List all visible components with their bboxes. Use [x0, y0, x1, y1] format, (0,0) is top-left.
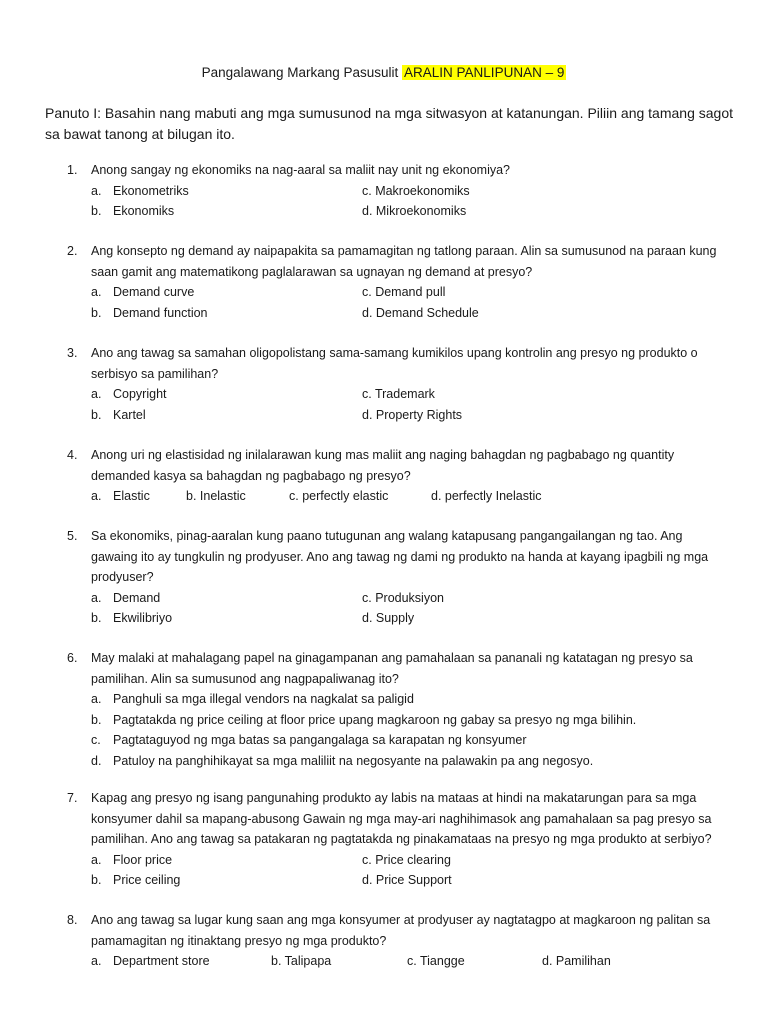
instructions: Panuto I: Basahin nang mabuti ang mga sumusunod na mga sitwasyon at katanungan. Piliin ang tamang sagot sa bawat tanong at bilugan ito.	[45, 105, 734, 142]
question-text: Anong sangay ng ekonomiks na nag-aaral sa maliit nay unit ng ekonomiya?	[91, 163, 511, 177]
option-a[interactable]: Floor price	[113, 852, 173, 867]
exam-title-text: Pangalawang Markang Pasusulit	[201, 65, 399, 80]
option-letter: a.	[91, 489, 102, 503]
option-d[interactable]: Patuloy na panghihikayat sa mga maliliit na negosyante na palawakin pa ang negosyo.	[113, 753, 594, 768]
option-letter: a.	[91, 954, 102, 968]
option-d[interactable]: d. Price Support	[362, 873, 452, 887]
options	[91, 181, 727, 222]
question-4	[67, 445, 727, 507]
option-b[interactable]: Ekonomiks	[113, 204, 175, 218]
option-c[interactable]: c. Produksiyon	[362, 590, 444, 605]
question-number: 4.	[67, 448, 78, 462]
options	[91, 384, 727, 425]
question-5	[67, 526, 727, 629]
option-a[interactable]: Elastic	[113, 489, 150, 503]
question-number: 2.	[67, 244, 78, 258]
option-letter: a.	[91, 285, 102, 299]
option-a[interactable]: Department store	[113, 954, 210, 968]
question-text: Ano ang tawag sa lugar kung saan ang mga konsyumer at prodyuser ay nagtatagpo at magkaroon ng palitan sa pamamagitan ng itinaktang presyo ng mga produkto?	[91, 913, 711, 948]
question-number: 5.	[67, 529, 78, 543]
question-text: Ang konsepto ng demand ay naipapakita sa pamamagitan ng tatlong paraan. Alin sa sumusunod na paraan kung saan gamit ang matematikong paglalarawan sa ugnayan ng demand at presyo?	[91, 244, 717, 279]
option-d[interactable]: d. perfectly Inelastic	[431, 489, 542, 503]
option-d[interactable]: d. Mikroekonomiks	[362, 204, 467, 218]
option-b[interactable]: Price ceiling	[113, 873, 181, 887]
subject-highlight: ARALIN PANLIPUNAN – 9	[404, 65, 565, 80]
option-c[interactable]: c. Tiangge	[407, 954, 465, 968]
option-b[interactable]: b. Inelastic	[186, 489, 246, 503]
question-6	[67, 648, 727, 771]
option-letter: b.	[91, 611, 102, 625]
option-d[interactable]: d. Pamilihan	[542, 954, 611, 968]
option-c[interactable]: c. perfectly elastic	[289, 489, 389, 503]
option-a[interactable]: Panghuli sa mga illegal vendors na nagkalat sa paligid	[113, 692, 414, 706]
option-letter: d.	[91, 753, 102, 768]
question-number: 1.	[67, 163, 78, 177]
option-letter: a.	[91, 183, 102, 198]
option-c[interactable]: c. Trademark	[362, 387, 435, 401]
question-number: 3.	[67, 346, 78, 360]
option-letter: b.	[91, 204, 102, 218]
option-letter: a.	[91, 590, 102, 605]
option-a[interactable]: Copyright	[113, 387, 167, 401]
question-text: Sa ekonomiks, pinag-aaralan kung paano tutugunan ang walang katapusang pangangailangan ng tao. Ang gawaing ito ay tungkulin ng prodyuser. Ano ang tawag ng dami ng produkto na handa at kayang ipagbili ng mga prodyuser?	[91, 529, 709, 584]
option-c[interactable]: c. Price clearing	[362, 852, 451, 867]
question-text: Anong uri ng elastisidad ng inilalarawan kung mas maliit ang naging bahagdan ng pagbabago ng quantity demanded kasya sa bahagdan ng pagbabago ng presyo?	[91, 448, 675, 483]
question-number: 6.	[67, 651, 78, 665]
options	[91, 282, 727, 323]
options	[91, 689, 727, 771]
question-number: 7.	[67, 791, 78, 805]
question-8	[67, 910, 727, 972]
option-b[interactable]: Kartel	[113, 407, 146, 422]
option-c[interactable]: c. Demand pull	[362, 285, 446, 299]
option-letter: a.	[91, 852, 102, 867]
question-number: 8.	[67, 913, 78, 927]
option-b[interactable]: Demand function	[113, 305, 208, 320]
option-a[interactable]: Demand curve	[113, 285, 195, 299]
question-text: May malaki at mahalagang papel na ginagampanan ang pamahalaan sa pananali ng katatagan ng presyo sa pamilihan. Alin sa sumusunod ang nagpapaliwanag ito?	[91, 651, 693, 686]
option-c[interactable]: c. Makroekonomiks	[362, 183, 470, 198]
option-d[interactable]: d. Demand Schedule	[362, 305, 479, 320]
question-3	[67, 343, 727, 425]
options	[91, 486, 727, 507]
option-letter: a.	[91, 692, 102, 706]
question-text: Kapag ang presyo ng isang pangunahing produkto ay labis na mataas at hindi na makatarungan para sa mga konsyumer dahil sa mapang-abusong Gawain ng mga may-ari naghihimasok ang pamahalaan sa pag presyo sa pamilihan. Ano ang tawag sa patakaran ng pagtatakda ng pinakamataas na presyo ng mga produkto at serbiyo?	[91, 791, 712, 846]
option-letter: b.	[91, 305, 102, 320]
question-1	[67, 160, 727, 222]
question-2	[67, 241, 727, 323]
option-letter: a.	[91, 387, 102, 401]
options	[91, 588, 727, 629]
option-b[interactable]: Pagtatakda ng price ceiling at floor price upang magkaroon ng gabay sa presyo ng mga bilihin.	[113, 712, 637, 727]
options	[91, 951, 727, 972]
option-d[interactable]: d. Supply	[362, 611, 415, 625]
option-letter: b.	[91, 407, 102, 422]
option-a[interactable]: Ekonometriks	[113, 183, 189, 198]
exam-title	[0, 65, 768, 80]
option-b[interactable]: Ekwilibriyo	[113, 611, 173, 625]
question-7	[67, 788, 727, 891]
option-letter: b.	[91, 712, 102, 727]
option-letter: b.	[91, 873, 102, 887]
option-b[interactable]: b. Talipapa	[271, 954, 332, 968]
options	[91, 850, 727, 891]
option-d[interactable]: d. Property Rights	[362, 407, 463, 422]
option-c[interactable]: Pagtataguyod ng mga batas sa pangangalaga sa karapatan ng konsyumer	[113, 733, 527, 747]
option-a[interactable]: Demand	[113, 590, 161, 605]
question-text: Ano ang tawag sa samahan oligopolistang sama-samang kumikilos upang kontrolin ang presyo ng produkto o serbisyo sa pamilihan?	[91, 346, 698, 381]
option-letter: c.	[91, 733, 101, 747]
